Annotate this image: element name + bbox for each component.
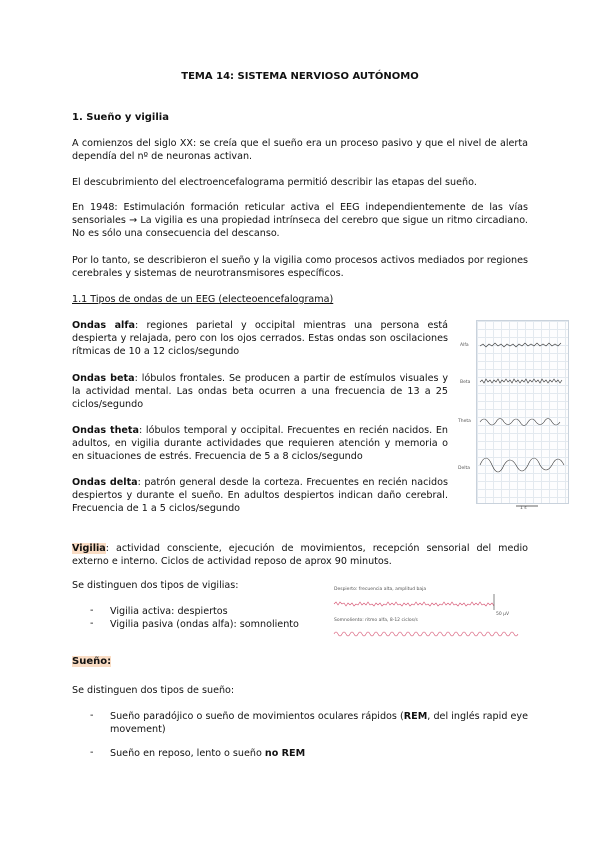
eeg-trace-delta [480,458,564,472]
wave-name: Ondas alfa [72,320,135,331]
wave-text: : regiones parietal y occipital mientras una persona está despierta y relajada, pero con los ojos cerrados. Estas ondas son oscilaciones rítmicas de 10 a 12 ciclos/segundo [72,320,448,357]
eeg-label-theta: Theta [458,419,471,424]
sueno-item-rem-pre: Sueño paradójico o sueño de movimientos oculares rápidos ( [110,711,404,722]
vigilia-fig-scale: 50 µV [496,612,510,617]
vigilia-term: Vigilia [72,543,106,554]
subsection-heading-eeg: 1.1 Tipos de ondas de un EEG (electeoencefalograma) [72,294,334,305]
sueno-intro: Se distinguen dos tipos de sueño: [72,685,235,696]
vigilia-item-pasiva: Vigilia pasiva (ondas alfa): somnoliento [110,619,299,630]
eeg-label-beta: Beta [460,380,471,385]
eeg-trace-alfa [480,343,561,347]
vigilia-fig-label-despierto: Despierto: frecuencia alta, amplitud baja [334,587,427,592]
vigilia-trace-somnoliento [334,632,518,636]
sueno-item-rem-bold: REM [403,711,428,722]
wave-text: : patrón general desde la corteza. Frecuentes en recién nacidos despiertos y durante el sueño. En adultos despiertos indican daño cerebral. Frecuencia de 1 a 5 ciclos/segundo [72,477,448,514]
paragraph-vigilia [72,542,528,568]
wave-name: Ondas theta [72,425,139,436]
wave-alfa [72,319,448,358]
wave-delta [72,476,448,515]
paragraph-1948: En 1948: Estimulación formación reticular activa el EEG independientemente de las vías sensoriales → La vigilia es una propiedad intrínseca del cerebro que sigue un ritmo circadiano. No es sólo una consecuencia del descanso. [72,202,528,239]
vigilia-intro: Se distinguen dos tipos de vigilias: [72,580,239,591]
wave-text: : lóbulos temporal y occipital. Frecuentes en recién nacidos. En adultos, en vigilia durante actividades que requieren atención y memoria o en situaciones de estrés. Frecuencia de 5 a 8 ciclos/segundo [72,425,448,462]
sueno-heading-text: Sueño: [72,656,112,667]
eeg-trace-theta [480,419,560,426]
vigilia-text: : actividad consciente, ejecución de movimientos, recepción sensorial del medio externo e interno. Ciclos de actividad reposo de aprox 90 minutos. [72,543,528,567]
section-heading-sueno-vigilia: 1. Sueño y vigilia [72,112,169,123]
sueno-item-no-rem-bold: no REM [264,748,306,759]
sueno-item-rem [110,710,528,736]
wave-name: Ondas beta [72,373,135,384]
vigilia-traces [332,592,526,642]
sueno-heading [72,656,111,667]
wave-beta [72,372,448,411]
vigilia-trace-despierto [334,602,494,606]
vigilia-fig-label-somnoliento: Somnoliento: ritmo alfa, 8-12 ciclos/s [334,618,418,623]
eeg-label-alfa: Alfa [460,343,469,348]
bullet-dash: - [90,605,94,616]
wave-name: Ondas delta [72,477,138,488]
paragraph-eeg-discovery: El descubrimiento del electroencefalograma permitió describir las etapas del sueño. [72,177,477,188]
eeg-scale-label: 1 s [520,506,527,511]
eeg-trace-beta [480,379,562,383]
eeg-label-delta: Delta [458,466,471,471]
sueno-item-no-rem [110,747,305,760]
paragraph-procesos-activos: Por lo tanto, se describieron el sueño y la vigilia como procesos activos mediados por regiones cerebrales y sistemas de neurotransmisores específicos. [72,255,528,279]
eeg-traces [476,320,569,516]
sueno-item-no-rem-pre: Sueño en reposo, lento o sueño [110,748,265,759]
bullet-dash: - [90,747,94,758]
bullet-dash: - [90,618,94,629]
paragraph-siglo-xx: A comienzos del siglo XX: se creía que el sueño era un proceso pasivo y que el nivel de alerta dependía del nº de neuronas activan. [72,138,528,162]
sueno-item-rem-post: , del inglés rapid eye movement) [110,711,528,735]
bullet-dash: - [90,710,94,721]
vigilia-item-activa: Vigilia activa: despiertos [110,606,228,617]
wave-theta [72,424,448,463]
page-title: TEMA 14: SISTEMA NERVIOSO AUTÓNOMO [181,71,419,82]
wave-text: : lóbulos frontales. Se producen a partir de estímulos visuales y la actividad mental. Las ondas beta ocurren a una frecuencia de 13 a 25 ciclos/segundo [72,373,449,410]
